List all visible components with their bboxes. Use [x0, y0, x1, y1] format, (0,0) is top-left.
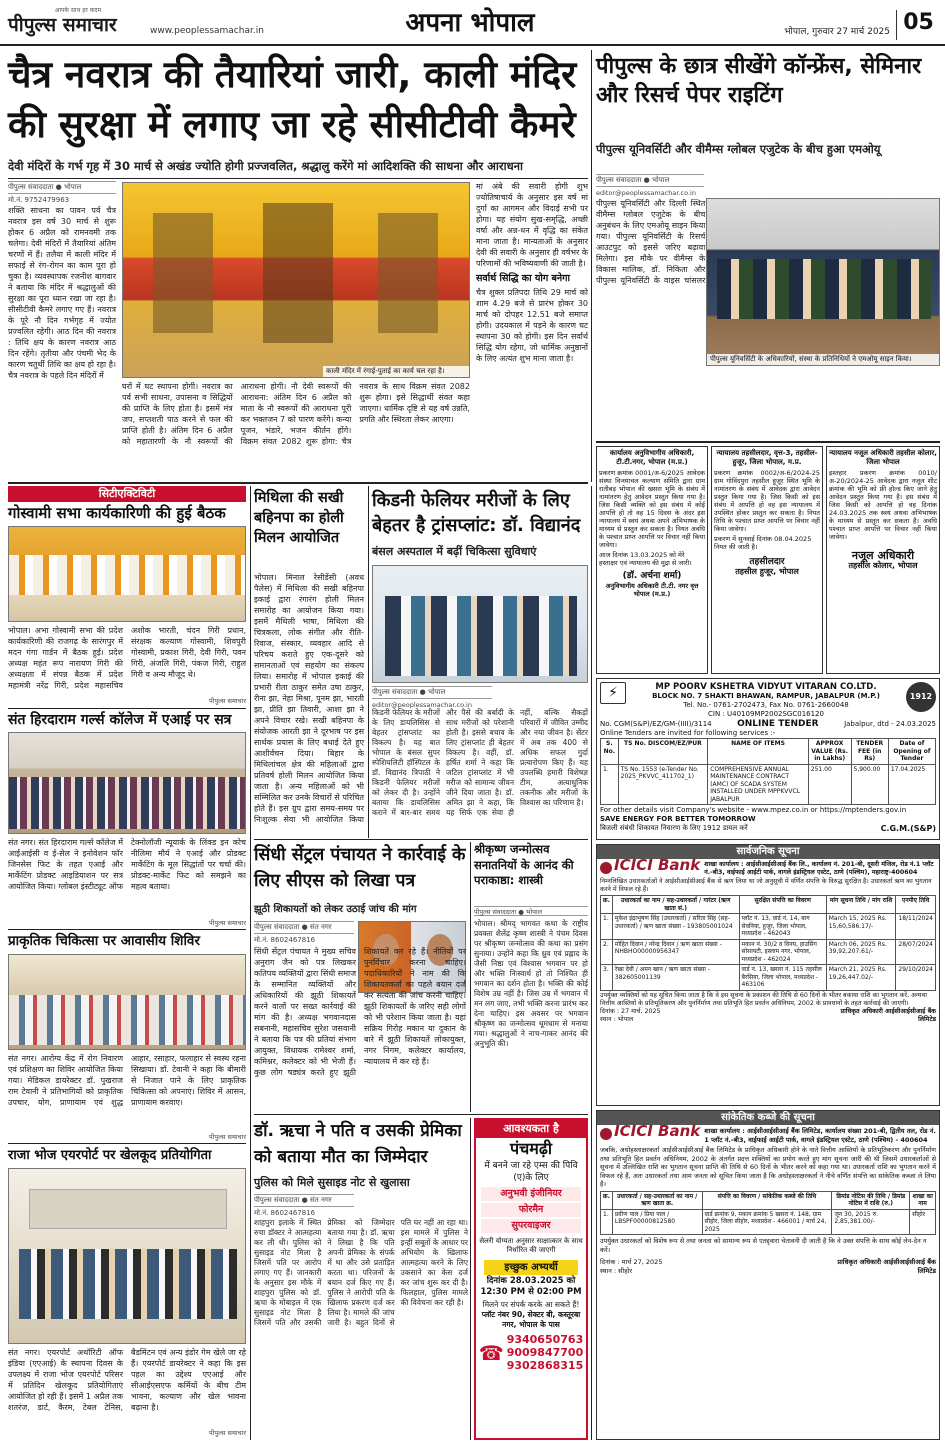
tender-header-row — [601, 739, 936, 765]
tender-cell: 251.00 — [808, 764, 851, 805]
job-ad-banner: आवश्यकता है — [476, 1120, 586, 1138]
masthead — [0, 0, 945, 46]
notice-sdm — [596, 446, 708, 674]
notice-tehsildar-date: प्रकरण में सुनवाई दिनांक 08.04.2025 नियत की जाती है। — [714, 535, 812, 551]
icici1-cell: 3. — [601, 965, 613, 991]
icici1-cell: मुकेश इंद्राभूषण सिंह (उधारकर्ता) / सरिता सिंह (सह-उधारकर्ता) / ऋण खाता संख्या - 193805001024 — [612, 914, 739, 940]
tender-logo-icon: ⚡ — [600, 682, 626, 704]
tender-slogan: SAVE ENERGY FOR BETTER TOMORROW — [600, 815, 756, 823]
icici2-body: जबकि, अधोहस्ताक्षरकर्ता आईसीआईसीआई बैंक लिमिटेड के प्राधिकृत अधिकारी होने के नाते वित्तीय आस्तियों के प्रतिभूतिकरण और पुनर्निर्माण तथा प्रतिभूति हित प्रवर्तन अधिनियम, 2002 के अंतर्गत प्रदत्त शक्तियों का प्रयोग करते हुए मांग सूचना जारी की थी जिसमें उधारकर्ताओं से सूचना में उल्लिखित राशि का भुगतान सूचना प्राप्ति की तिथि से 60 दिनों के भीतर करने को कहा गया था। उधारकर्ता राशि का भुगतान करने में विफल रहे हैं, अतः उधारकर्ता तथा आम जनता को सूचित किया जाता है कि अधोहस्ताक्षरकर्ता ने नीचे वर्णित संपत्ति का सांकेतिक कब्जा ले लिया है। — [600, 1146, 936, 1188]
icici1-row — [601, 914, 936, 940]
icici1-cell: March 21, 2025 Rs. 19,26,447.02/- — [826, 965, 896, 991]
job-ad-title: पंचमढ़ी — [510, 1139, 552, 1158]
job-ad-role-1: अनुभवी इंजीनियर — [481, 1187, 581, 1201]
prak-credit: पीपुल्स समाचार — [209, 1133, 246, 1141]
icici2-branch: शाखा कार्यालय : आईसीआईसीआई बैंक लिमिटेड, कार्यालय संख्या 201-बी, द्वितीय तल, रोड नं. 1 प्लॉट नं.-बी3, वाईफाई आईटी पार्क, वागले इंडस्ट्रियल एस्टेट, ठाणे (पश्चिम) - 400604 — [704, 1127, 936, 1144]
icici2-place: स्थान : सीहोर — [600, 1266, 633, 1275]
lead-right-col — [476, 181, 588, 477]
job-ad-line1: में बनने जा रहे एम्स की पिवि (ए)के लिए — [484, 1161, 578, 1183]
tender-ref: No. CGM(S&P)/EZ/GM-(IIII)/3114 — [600, 720, 712, 728]
gos-photo — [8, 526, 246, 622]
icici-public-notice-header: सार्वजनिक सूचना — [597, 845, 939, 859]
dr-mobile: मो.नं. 8602467816 — [254, 1209, 316, 1217]
tender-column-header: APPROX VALUE (Rs. in Lakhs) — [808, 739, 851, 765]
icici1-cell: 1. — [601, 914, 613, 940]
icici1-column-header: सुरक्षित संपत्ति का विवरण — [739, 896, 826, 914]
phone-icon: ☎ — [478, 1340, 504, 1365]
job-ad-phone-2: 9009847700 — [506, 1346, 584, 1359]
brand-logo — [8, 6, 148, 42]
raja-photo — [8, 1168, 246, 1344]
mou-email: editor@peoplessamachar.co.in — [596, 189, 696, 197]
divider — [8, 1143, 246, 1144]
tender-column-header: TENDER FEE (in Rs) — [851, 739, 888, 765]
icici1-cell: मोहित दिवान / नरेन्द्र दिवान / ऋण खाता संख्या - NHBHO00000956347 — [612, 939, 739, 965]
icici1-cell: 2. — [601, 939, 613, 965]
notice-sdm-date: आज दिनांक 13.03.2025 को मेरे हस्ताक्षर एवं न्यायालय की मुद्रा से जारी। — [599, 551, 692, 567]
tender-column-header: NAME OF ITEMS — [708, 739, 809, 765]
notice-sdm-title: कार्यालय अनुविभागीय अधिकारी, टी.टी.नगर, भोपाल (म.प्र.) — [609, 449, 695, 466]
brand-tagline: आपके साथ हर कदम — [54, 7, 102, 14]
kidney-byline: पीपुल्स संवाददाता ● भोपाल — [372, 686, 492, 699]
column-divider — [250, 486, 251, 1440]
dr-byline-block — [254, 1194, 354, 1216]
mou-photo — [706, 198, 940, 366]
mou-subhead: पीपुल्स यूनिवर्सिटी और वीमैम्स ग्लोबल एजुटेक के बीच हुआ एमओयू — [596, 142, 881, 156]
tender-footer: For other details visit Company's website - www.mpez.co.in or https://mptenders.gov.in — [600, 806, 907, 814]
column-divider — [470, 1118, 471, 1440]
shri-byline: पीपुल्स संवाददाता ● भोपाल — [474, 906, 588, 916]
tender-column-header: S. No. — [601, 739, 619, 765]
kidney-subhead: बंसल अस्पताल में बढ़ीं चिकित्सा सुविधाएं — [372, 545, 537, 558]
dr-byline: पीपुल्स संवाददाता ● संत नगर — [254, 1194, 354, 1207]
icici1-cell: वार्ड नं. 13, खसरा नं. 115 तहसील बैरसिया, जिला भोपाल, मध्यप्रदेश - 463106 — [739, 965, 826, 991]
notice-sdm-sign-role: अनुविभागीय अधिकारी टी.टी. नगर वृत्त भोपाल (म.प्र.) — [605, 582, 699, 598]
job-ad-address-lead: मिलने पर संपर्क करके आ सकते हैं! — [482, 1300, 580, 1309]
job-ad-interview: इच्छुक अभ्यर्थी — [484, 1260, 578, 1275]
tender-date: Jabalpur, dtd - 24.03.2025 — [844, 720, 936, 728]
tender-cell: 5,900.00 — [851, 764, 888, 805]
tender-ad — [596, 678, 940, 840]
gos-credit: पीपुल्स समाचार — [209, 697, 246, 705]
icici1-row — [601, 939, 936, 965]
lead-photo-caption: काली मंदिर में रंगाई-पुताई का कार्य चल रहा है। — [323, 366, 469, 377]
lead-subsection-title: सर्वार्थ सिद्धि का योग बनेगा — [476, 273, 570, 284]
icici2-cell: जून 30, 2015 रु. 2,85,381.00/- — [832, 1209, 910, 1235]
icici2-column-header: क्र. — [601, 1191, 613, 1209]
notice-tehsildar — [711, 446, 823, 674]
icici2-row — [601, 1209, 936, 1235]
divider — [8, 929, 246, 930]
column-divider — [368, 486, 369, 838]
icici-public-notice — [596, 844, 940, 1106]
icici-sign: प्राधिकृत अधिकारी आईसीआईसीआई बैंक लिमिटेड — [840, 1007, 936, 1023]
raja-credit: पीपुल्स समाचार — [209, 1429, 246, 1437]
prak-headline: प्राकृतिक चिकित्सा पर आवासीय शिविर — [8, 933, 200, 949]
prak-body: संत नगर। आरोग्य केंद्र में रोग निवारण एवं प्रशिक्षण का शिविर आयोजित किया गया। मेडिकल डायरेक्टर डॉ. पुखराज राम टेवानी ने प्रतिभागियों को प्राकृतिक उपचार, योग, प्राणायाम एवं शुद्ध आहार, रसाहार, फलाहार से स्वस्थ रहना सिखाया। डॉ. टेवानी ने कहा कि बीमारी से निजात पाने के लिए प्राकृतिक चिकित्सा को अपनाएं। शिविर में आसन, प्राणायाम करवाए। — [8, 1054, 246, 1107]
icici2-cell: सीहोर — [910, 1209, 936, 1235]
lead-headline: चैत्र नवरात्र की तैयारियां जारी, काली मंदिर की सुरक्षा में लगाए जा रहे सीसीटीवी कैमरे — [8, 53, 577, 146]
icici2-cell: 1. — [601, 1209, 613, 1235]
job-ad-role-2: फोरमैन — [481, 1203, 581, 1217]
icici2-sign: प्राधिकृत अधिकारी आईसीआईसीआई बैंक लिमिटेड — [837, 1258, 936, 1275]
dr-body: शाहपुरा इलाके में स्थित रुचा डॉक्टर ने आत्महत्या कर ली थी। पुलिस को सुसाइड नोट मिला है जिसमें पति पर आरोप लगाए गए हैं। जानकारी के अनुसार इस मौके में शाहपुरा पुलिस को डॉ. ऋचा के मोबाइल में एक सुसाइड नोट मिला है जिसमें पति और उसकी प्रेमिका को जिम्मेदार बताया गया है। डॉ. ऋचा ने लिखा है कि पति अपनी प्रेमिका के संपर्क में था और उसे प्रताड़ित करता था। परिजनों के बयान दर्ज किए गए हैं। पुलिस ने आरोपी पति के खिलाफ प्रकरण दर्ज कर लिया है। मामले की जांच जारी है। बहुत दिनों से पति घर नहीं आ रहा था। इस मामले में पुलिस ने इन्हीं सबूतों के आधार पर अभियोग के खिलाफ आत्महत्या करने के लिए उकसाने का केस दर्ज कर जांच शुरू कर दी है। फिलहाल, पुलिस मामले की विवेचना कर रही है। — [254, 1218, 468, 1327]
icici1-row — [601, 965, 936, 991]
raja-headline: राजा भोज एयरपोर्ट पर खेलकूद प्रतियोगिता — [8, 1148, 212, 1163]
tender-column-header: Date of Opening of Tender — [888, 739, 935, 765]
notice-nazul-sign: नजूल अधिकारी — [851, 549, 915, 562]
notice-tehsildar-text: प्रकरण क्रमांक 0002/अ-6/2024-25 ग्राम गोविंदपुरा तहसील हुजूर स्थित भूमि के नामांतरण के संबंध में आवेदक द्वारा आवेदन प्रस्तुत किया गया है। जिस किसी को इस संबंध में आपत्ति हो वह इस न्यायालय में उपस्थित होकर प्रस्तुत कर सकता है। नियत तिथि के पश्चात प्राप्त आपत्ति पर विचार नहीं किया जावेगा। — [714, 469, 820, 533]
mithila-body: भोपाल। मिनाल रेसीडेंसी (अवध पैलेस) में मिथिला की सखी बहिनपा इकाई द्वारा रंगारंग होली मिलन समारोह का आयोजन किया गया। इसमें मैथिली भाषा, मिथिला की चित्रकला, लोक संगीत और रीति-रिवाज, संस्कार, व्यवहार आदि से परिचय कराते हुए एक-दूसरे को समानताओं एवं सहयोग का संकल्प लिया। समारोह में भोपाल इकाई की प्रभारी रीता ठाकुर समेत उषा ठाकुर, रीना झा, नेहा मिश्रा, पूनम झा, भारती झा, प्रीति झा तिवारी, आशा झा ने अपने विचार रखे। सखी बहिनपा के संयोजक आरती झा ने दूरभाष पर इस सार्थक प्रयास के लिए बधाई देते हुए आशीर्वचन दिया। बिहार के मिथिलांचल क्षेत्र की महिलाओं द्वारा प्रतिवर्ष होली मिलन आयोजित किया जाता है। अन्य महिलाओं को भी सम्मिलित कर उनके विचारों से परिचित होते हैं। इस ग्रुप द्वारा समय-समय पर निःशुल्क सेवा भी आयोजित किया — [254, 573, 364, 824]
job-ad-phone-1: 9340650763 — [506, 1333, 584, 1346]
dateline: भोपाल, गुरुवार 27 मार्च 2025 — [784, 27, 890, 37]
icici-logo-icon — [600, 856, 701, 874]
lead-byline: पीपुल्स संवाददाता ● भोपाल — [8, 181, 116, 194]
mou-byline: पीपुल्स संवाददाता ● भोपाल — [596, 174, 704, 187]
icici-intro: निम्नलिखित उधारकर्ताओं ने आईसीआईसीआई बैंक से ऋण लिया था जो अनुसूची में वर्णित संपत्ति के विरुद्ध सुरक्षित है। उधारकर्ता ऋण का भुगतान करने में विफल रहे हैं। — [600, 878, 932, 893]
notice-nazul-sign-role: तहसील कोलार, भोपाल — [848, 561, 918, 570]
kidney-email: editor@peoplessamachar.co.in — [372, 701, 472, 709]
raja-body: संत नगर। एयरपोर्ट अथॉरिटी ऑफ इंडिया (एएआई) के स्थापना दिवस के उपलक्ष्य में राजा भोज एयरपोर्ट परिसर में प्रतिदिन खेलकूद प्रतियोगिताएं आयोजित हो रही हैं। इसमें 1 अप्रैल तक शतरंज, डार्ट, कैरम, टेबल टेनिस, बैडमिंटन एवं अन्य इंडोर गेम खेले जा रहे हैं। एयरपोर्ट डायरेक्टर ने कहा कि इस पहल का उद्देश्य एएआई और सीआईएसएफ कर्मियों के बीच टीम भावना, कल्याण और खेल भावना बढ़ाना है। — [8, 1348, 246, 1412]
icici-place: स्थान : भोपाल — [600, 1015, 634, 1023]
icici2-column-header: उधारकर्ता / सह-उधारकर्ता का नाम / ऋण खाता क्र. — [612, 1191, 702, 1209]
kidney-byline-block — [372, 686, 588, 709]
shri-body: भोपाल। श्रीमद् भागवत कथा के राष्ट्रीय प्रवक्ता शैलेंद्र कृष्ण शास्त्री ने पंचम दिवस पर श्रीकृष्ण जन्मोत्सव की कथा का प्रसंग सुनाया। उन्होंने कहा कि ध्रुव एवं प्रह्लाद के जैसी निष्ठा एवं विश्वास भगवान पर हो और भक्ति निःस्वार्थ हो तो निश्चित ही भगवान का दर्शन होता है। भक्ति की कोई विशेष उम्र नहीं है। जिस उम्र में भगवान में मन लग जाए, तभी भक्ति करना प्रारंभ कर देना चाहिए। इस अवसर पर भगवान श्रीकृष्ण का जन्मोत्सव धूमधाम से मनाया गया। श्रद्धालुओं ने नाच-गाकर आनंद की अनुभूति की। — [474, 919, 588, 1048]
icici-logo-text: ICICI Bank — [614, 856, 701, 874]
lead-subhead: देवी मंदिरों के गर्भ गृह में 30 मार्च से अखंड ज्योति होगी प्रज्जवलित, श्रद्धालु करेंगे मां आदिशक्ति की साधना और आराधना — [8, 159, 524, 173]
icici1-cell: March 06, 2025 Rs. 39,92,207.61/- — [826, 939, 896, 965]
lead-body-bottom: घरों में घट स्थापना होगी। नवरात्र का पर्व सभी साधना, उपासना व सिद्धियों की प्राप्ति के लिए होता है। इसमें मंत्र जप, सप्तशती पाठ करने से फल की प्राप्ति होती है। अंतिम दिन 6 अप्रैल को महातारणी के नौ स्वरूपों की आराधना होगी। नौ देवी स्वरूपों की आराधना: अंतिम दिन 6 अप्रैल को माता के नौ स्वरूपों की आराधना पूरी कर भक्तजन 7 को पारण करेंगे। कन्या पूजन, भंडारे, भजन कीर्तन होंगे। विक्रम संवत 2082 शुरू होगा: चैत्र नवरात्र के साथ विक्रम संवत 2082 शुरू होगा। इसे सिद्धार्थी संवत कहा जाएगा। धार्मिक दृष्टि से यह वर्ष उन्नति, प्रगति और स्थिरता लेकर आएगा। — [122, 382, 470, 446]
tender-cell: 17.04.2025 — [888, 764, 935, 805]
icici-footer: उपर्युक्त व्यक्तियों को यह सूचित किया जाता है कि वे इस सूचना के प्रकाशन की तिथि से 60 दिनों के भीतर बकाया राशि का भुगतान करें, अन्यथा वित्तीय आस्तियों के प्रतिभूतिकरण और पुनर्निर्माण तथा प्रतिभूति हित प्रवर्तन अधिनियम, 2002 के प्रावधानों के तहत कार्रवाई की जाएगी। — [600, 991, 928, 1007]
tender-cell: 1. — [601, 764, 619, 805]
site-url: www.peoplessamachar.in — [150, 26, 264, 36]
notice-sdm-text: प्रकरण क्रमांक 0001/अ-6/2025 आवेदक संस्था विन्ध्याचल कल्याण समिति द्वारा ग्राम रातीबड़ भोपाल की खसरा भूमि के संबंध में नामांतरण हेतु आवेदन प्रस्तुत किया गया है। जिस किसी व्यक्ति को इस संबंध में कोई आपत्ति हो तो वह 15 दिवस के अंदर इस न्यायालय में स्वयं अथवा अपने अभिभाषक के माध्यम से प्रस्तुत कर सकता है। नियत अवधि के पश्चात प्राप्त आपत्ति पर विचार नहीं किया जावेगा। — [599, 469, 705, 549]
divider — [596, 441, 940, 443]
icici2-cell: प्रवीण पाल / प्रिया पाल / LBSPF00000812580 — [612, 1209, 702, 1235]
tender-company: MP POORV KSHETRA VIDYUT VITARAN CO.LTD. — [655, 682, 877, 692]
tender-heading: ONLINE TENDER — [737, 719, 819, 729]
tender-column-header: TS No. DISCOM/EZ/PUR — [618, 739, 708, 765]
sindhi-headline: सिंधी सेंट्रल पंचायत ने कार्रवाई के लिए सीएस को लिखा पत्र — [254, 845, 466, 891]
section-title-text: अपना भोपाल — [405, 8, 535, 38]
notice-tehsildar-sign-role: तहसील हुजूर, भोपाल — [735, 567, 799, 576]
icici2-footer: उपर्युक्त उधारकर्ता को विशेष रूप से तथा जनता को सामान्य रूप से एतद्द्वारा चेतावनी दी जाती है कि वे उक्त संपत्ति के साथ कोई लेन-देन न करें। — [600, 1237, 927, 1254]
kidney-body: किडनी फेलियर के मरीजों के लिए डायलिसिस से बेहतर ट्रांसप्लांट का विकल्प है। यह बात भोपाल के बंसल सुपर स्पेशियलिटी हॉस्पिटल के डॉ. विद्यानंद त्रिपाठी ने किडनी फेलियर मरीजों को लेकर दी है। उन्होंने बताया कि डायलिसिस कराने में बार-बार समय और पैसे की बर्बादी के साथ मरीजों को परेशानी होती है। इससे बचाव के लिए ट्रांसप्लांट ही बेहतर विकल्प है। वहीं, डॉ. हर्षित शर्मा ने कहा कि जटिल ट्रांसप्लांट में भी मरीज को सामान्य जीवन जीने दिया जाता है। डॉ. अमित झा ने कहा, कि यह सिर्फ एक सेवा ही नहीं, बल्कि सैकड़ों परिवारों में जीवित उम्मीद और नया जीवन है। सेंटर में अब तक 400 से अधिक सफल गुर्दा प्रत्यारोपण किए हैं। यह उपलब्धि हमारी विशेषज्ञ टीम, अत्याधुनिक तकनीक और मरीजों के विश्वास का परिणाम है। — [372, 708, 588, 817]
city-activity-label: सिटीएक्टिविटी — [8, 486, 246, 502]
icici2-column-header: डिमांड नोटिस की तिथि / डिमांड नोटिस में राशि (रु.) — [832, 1191, 910, 1209]
icici-possession-header: सांकेतिक कब्जे की सूचना — [597, 1111, 939, 1125]
prak-photo — [8, 954, 246, 1050]
sindhi-byline-block — [254, 921, 354, 943]
tender-helpline-badge: 1912 — [906, 682, 936, 712]
icici1-cell: 28/07/2024 — [896, 939, 936, 965]
kidney-photo — [372, 565, 588, 683]
icici2-header-row — [601, 1191, 936, 1209]
icici1-column-header: मांग सूचना तिथि / मांग राशि — [826, 896, 896, 914]
gos-headline: गोस्वामी सभा कार्यकारिणी की हुई बैठक — [8, 504, 226, 522]
kidney-headline: किडनी फेलियर मरीजों के लिए बेहतर है ट्रांसप्लांट: डॉ. विद्यानंद — [372, 490, 581, 536]
lead-byline-block — [8, 181, 116, 203]
column-divider — [591, 486, 592, 1440]
sindhi-body: सिंधी सेंट्रल पंचायत ने मुख्य सचिव अनुराग जैन को पत्र लिखकर कतिपय व्यक्तियों द्वारा सिंधी समाज के सम्मानित व्यक्तियों और अधिकारियों की झूठी शिकायतें करने वालों पर सख्त कार्रवाई की मांग की है। अध्यक्ष भगवानदास सबनानी, महासचिव सुरेश जसवानी ने बताया कि पत्र की प्रतियां संभाग आयुक्त, विधायक रामेश्वर शर्मा, कमिश्नर, कलेक्टर को भी भेजी हैं। कुछ लोग षड्यंत्र करते हुए झूठी शिकायतें कर रहे हैं। नीतियों पर पुनर्विचार करना चाहिए। पदाधिकारियों ने नाम की कि शिकायतकर्ता का पहले बयान दर्ज कर सत्यता की जांच करनी चाहिए। झूठी शिकायतों के जरिए सही लोगों को भी परेशान किया जाता है। यहां सक्रिय गिरोह मकान या दुकान के बारे में झूठी शिकायतें लोकायुक्त, नगर निगम, कलेक्टर कार्यालय, न्यायालय में कर रहे हैं। — [254, 947, 466, 1077]
job-ad-line2: सेलरी योग्यता अनुसार साक्षात्कार के साथ निर्धारित की जाएगी — [479, 1237, 583, 1254]
lead-subsection-body: चैत्र शुक्ल प्रतिपदा तिथि 29 मार्च को शाम 4.29 बजे से प्रारंभ होकर 30 मार्च को दोपहर 12.51 बजे समाप्त होगी। उदयकाल में पड़ने के कारण घट स्थापना 30 को होगी। इस दिन सर्वार्थ सिद्धि योग रहेगा, जो धार्मिक अनुष्ठानों के लिए अत्यंत शुभ माना जाता है। — [476, 288, 588, 363]
mou-photo-caption: पीपुल्स यूनिवर्सिटी के अधिकारियों, संस्था के प्रतिनिधियों ने एमओयू साइन किया। — [707, 354, 939, 365]
icici1-column-header: एनपीए तिथि — [896, 896, 936, 914]
sant-credit: पीपुल्स समाचार — [209, 919, 246, 927]
divider — [254, 1114, 588, 1115]
lead-body-left: शक्ति साधना का पावन पर्व चैत्र नवरात्र इस वर्ष 30 मार्च से शुरू होकर 6 अप्रैल को रामनवमी तक चलेगा। देवी मंदिरों में तैयारियां अंतिम चरणों में हैं। तलैया में काली मंदिर में सफाई से रंग-रोगन का काम पूरा हो चुका है। व्यवस्थापक रजनीश बागवार ने बताया कि मंदिर में श्रद्धालुओं की सुरक्षा का पूरा ध्यान रखा जा रहा है। सीसीटीवी कैमरे लगाए गए हैं। नवरात्र के पूरे नौ दिन गर्भगृह में ज्योत प्रज्वलित रहेगी। आठ दिन की नवरात्र : तिथि क्षय के कारण नवरात्र आठ दिन रहेंगे। तृतीया और पंचमी भेद के कारण चतुर्थी तिथि का क्षय हो रहा है। चैत्र नवरात्र के पहले दिन मंदिरों में — [8, 206, 116, 380]
icici1-cell: रेखा देवी / अमन खान / ऋण खाता संख्या - 382605001139 — [612, 965, 739, 991]
section-title — [390, 4, 550, 42]
icici2-logo-text: ICICI Bank — [614, 1122, 701, 1140]
notice-nazul-title: न्यायालय नजूल अधिकारी तहसील कोलार, जिला भोपाल — [829, 449, 937, 466]
sindhi-subhead: झूठी शिकायतों को लेकर उठाई जांच की मांग — [254, 904, 417, 915]
icici1-header-row — [601, 896, 936, 914]
mou-byline-block — [596, 174, 704, 196]
icici2-cell: वार्ड क्रमांक 9, मकान क्रमांक 5 खसरा नं. 148, ग्राम सीहोर, जिला सीहोर, मध्यप्रदेश - 466001 / मार्च 24, 2025 — [702, 1209, 832, 1235]
tender-intro: Online Tenders are invited for following services :- — [600, 729, 776, 737]
divider — [254, 839, 588, 840]
icici2-date: दिनांक : मार्च 27, 2025 — [600, 1258, 663, 1266]
column-divider — [591, 50, 592, 482]
job-ad-phone-3: 9302868315 — [506, 1359, 584, 1372]
sant-headline: संत हिरदाराम गर्ल्स कॉलेज में एआई पर सत्र — [8, 712, 232, 728]
page-number: 05 — [896, 10, 940, 40]
tender-cell: TS No. 1553 (e-Tender No. 2025_PKVVC_411702_1) — [618, 764, 708, 805]
lead-body-right: मां अंबे की सवारी होगी शुभ ज्योतिषाचार्य के अनुसार इस वर्ष मां दुर्गा का आगमन और विदाई सभी पर होगा। यह संयोग सुख-समृद्धि, अच्छी वर्षा और अन्न-धन में वृद्धि का संकेत माना जाता है। मान्यताओं के अनुसार देवी की सवारी के अनुसार ही वर्षभर के परिणामों की भविष्यवाणी की जाती है। — [476, 182, 588, 268]
shri-headline: श्रीकृष्ण जन्मोत्सव सनातनियों के आनंद की पराकाष्ठा: शास्त्री — [474, 842, 574, 887]
tender-hindi-slogan: बिजली संबंधी शिकायत निवारण के लिए 1912 डायल करें — [600, 824, 748, 832]
divider — [8, 708, 246, 709]
lead-photo-temple — [122, 182, 470, 378]
icici-possession-notice — [596, 1110, 940, 1440]
mou-body: पीपुल्स यूनिवर्सिटी और दिल्ली स्थित वीमैम्स ग्लोबल एजुटेक के बीच अनुबंधन के लिए एमओयू साइन किया गया। पीपुल्स यूनिवर्सिटी के रिसर्च आउटपुट को इससे जरिए बढ़ावा मिलेगा। इस मौके पर वीमैम्स के विकास मालिक, डॉ. निकिता और पीपुल्स यूनिवर्सिटी के वाइस चांसलर — [596, 199, 706, 285]
icici1-column-header: उधारकर्ता का नाम / सह-उधारकर्ता / गारंटर (ऋण खाता सं.) — [612, 896, 739, 914]
icici2-column-header: शाखा का नाम — [910, 1191, 936, 1209]
mou-headline: पीपुल्स के छात्र सीखेंगे कॉन्फ्रेंस, सेमिनार और रिसर्च पेपर राइटिंग — [596, 54, 922, 108]
icici-branch: शाखा कार्यालय : आईसीआईसीआई बैंक लि., कार्यालय नं. 201-बी, दूसरी मंजिल, रोड नं.1 प्लॉट नं.-बी3, वाईफाई आईटी पार्क, वागले इंडस्ट्रियल एस्टेट, ठाणे (पश्चिम), महाराष्ट्र-400604 — [704, 861, 934, 876]
icici1-cell: 18/11/2024 — [896, 914, 936, 940]
icici2-logo-icon — [600, 1122, 701, 1140]
brand-name: पीपुल्स समाचार — [8, 14, 117, 36]
tender-row — [601, 764, 936, 805]
job-ad-address: प्लॉट नंबर 90, सेक्टर बी, कस्तूरबा नगर, भोपाल के पास — [481, 1310, 581, 1329]
icici1-cell: प्लॉट नं. 13, वार्ड नं. 14, बाग सेवनिया, हुजूर, जिला भोपाल, मध्यप्रदेश - 462043 — [739, 914, 826, 940]
notice-sdm-sign: (डॉ. अर्चना शर्मा) — [622, 571, 682, 581]
divider — [8, 178, 588, 179]
tender-phone: Tel. No.- 0761-2702473, Fax No. 0761-2660048 — [683, 701, 849, 709]
notice-tehsildar-sign: तहसीलदार — [749, 557, 785, 567]
sant-photo — [8, 732, 246, 834]
tender-cell: COMPREHENSIVE ANNUAL MAINTENANCE CONTRACT (AMC) OF SCADA SYSTEM INSTALLED UNDER MPPKVVCL JABALPUR — [708, 764, 809, 805]
divider — [8, 482, 588, 484]
job-ad-role-3: सुपरवाइजर — [481, 1219, 581, 1233]
tender-cin: CIN : U40109MP2002SGC016120 — [708, 710, 824, 718]
icici2-column-header: संपत्ति का विवरण / सांकेतिक कब्जे की तिथि — [702, 1191, 832, 1209]
dr-headline: डॉ. ऋचा ने पति व उसकी प्रेमिका को बताया मौत का जिम्मेदार — [254, 1121, 462, 1167]
column-divider — [470, 842, 471, 1112]
dr-subhead: पुलिस को मिले सुसाइड नोट से खुलासा — [254, 1176, 410, 1189]
icici1-cell: मकान नं. 30/2 व विनय, हाउसिंग सोसायटी, इस्लाम नगर, भोपाल, मध्यप्रदेश - 462024 — [739, 939, 826, 965]
icici1-cell: 29/10/2024 — [896, 965, 936, 991]
notice-nazul-text: इश्तहार प्रकरण क्रमांक 0010/अ-20/2024-25 आवेदक द्वारा नजूल शीट क्रमांक की भूमि को फ्री होल्ड किए जाने हेतु आवेदन प्रस्तुत किया गया है। इस संबंध में जिस किसी को आपत्ति हो वह दिनांक 24.03.2025 तक स्वयं अथवा अभिभाषक के माध्यम से प्रस्तुत कर सकता है। अवधि पश्चात प्राप्त आपत्ति पर विचार नहीं किया जावेगा। — [829, 469, 937, 541]
mithila-headline: मिथिला की सखी बहिनपा का होली मिलन आयोजित — [254, 490, 344, 546]
icici1-cell: March 15, 2025 Rs. 15,60,586.17/- — [826, 914, 896, 940]
sindhi-byline: पीपुल्स संवाददाता ● संत नगर — [254, 921, 354, 934]
tender-signatory: C.G.M.(S&P) — [880, 824, 936, 833]
notice-tehsildar-title: न्यायालय तहसीलदार, वृत्त-3, तहसील-हुजूर, जिला भोपाल, म.प्र. — [716, 449, 818, 466]
sant-body: संत नगर। संत हिरदाराम गर्ल्स कॉलेज में आईआईसी व ई-सेल ने इनोवेशन फॉर जिनसेस फिट के तहत एआई और मार्केटिंग प्रोडक्ट आइडियाशन पर सत्र आयोजित किया। ग्लोबल इंस्टीट्यूट ऑफ टेक्नोलॉजी न्यूयार्क के लिंक्ड इन कोच नीलिमा मौर्य ने एआई और प्रोडक्ट मार्केटिंग के मूल सिद्धांतों पर चर्चा की। प्रोडक्ट-मार्केट फिट को समझने का महत्व बताया। — [8, 838, 246, 891]
job-ad-date: दिनांक 28.03.2025 को 12:30 PM से 02:00 PM — [480, 1276, 582, 1297]
job-ad — [474, 1118, 588, 1440]
job-ad-phones — [476, 1333, 586, 1372]
icici-borrower-table — [600, 895, 936, 991]
icici2-table — [600, 1191, 936, 1236]
tender-address: BLOCK NO. 7 SHAKTI BHAWAN, RAMPUR, JABALPUR (M.P.) — [652, 692, 880, 700]
sindhi-mobile: मो.नं. 8602467816 — [254, 936, 316, 944]
icici-date: दिनांक : 27 मार्च, 2025 — [600, 1007, 661, 1015]
tender-table — [600, 738, 936, 805]
lead-mobile: मो.नं. 9752479963 — [8, 196, 70, 204]
notice-nazul — [826, 446, 940, 674]
gos-body: भोपाल। अभा गोस्वामी सभा की प्रदेश कार्यकारिणी की राजगढ़ के सारंगपुर में मदन गंगा गार्डन में बैठक हुई। प्रदेश अध्यक्ष महंत रूप नारायण गिरी की अध्यक्षता में संपन्न बैठक में प्रदेश महामंत्री नरेंद्र गिरी, प्रदेश महासचिव अशोक भारती, चंदन गिरी प्रधान, संरक्षक कल्याण गोस्वामी, शिवपुरी गोस्वामी, प्रकाश गिरी, देवी गिरी, पवन गिरी, अंजलि गिरी, पंकज गिरी, राहुल गिरी व अन्य मौजूद थे। — [8, 626, 246, 690]
icici1-column-header: क्र. — [601, 896, 613, 914]
